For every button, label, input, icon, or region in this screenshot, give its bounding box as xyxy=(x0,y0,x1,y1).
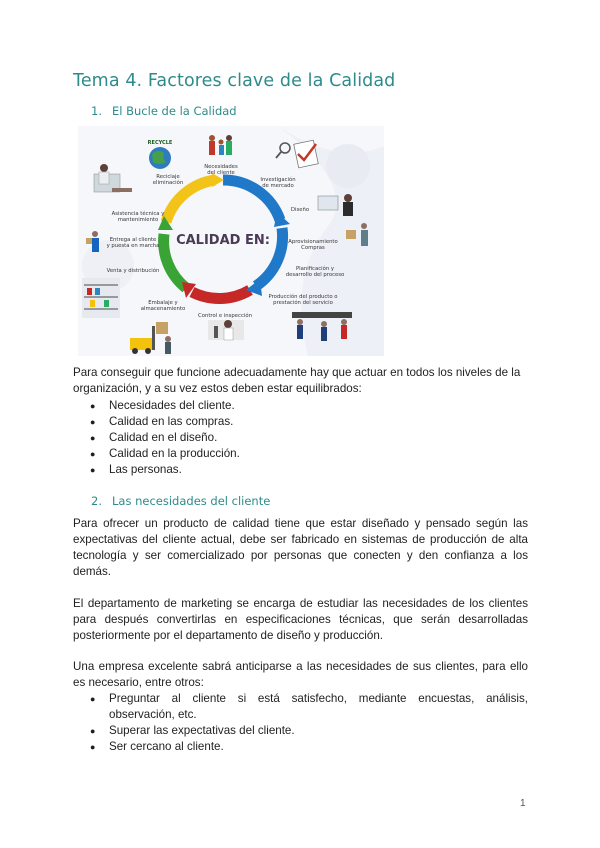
bullet-icon: ● xyxy=(90,726,96,736)
paragraph-product-quality: Para ofrecer un producto de calidad tiene que estar diseñado y pensado según las expectativas del cliente actual, debe ser fabricado en sistemas de producción de alta tecnología y ser comercializado por personas que conecten y den confianza a los demás. xyxy=(73,517,528,578)
list-item: ● Necesidades del cliente. xyxy=(90,399,235,412)
bullet-icon: ● xyxy=(90,465,96,475)
inspector-icon xyxy=(208,320,244,340)
list-item: ● Calidad en la producción. xyxy=(90,447,240,460)
stage-reciclaje-l1: Reciclaje xyxy=(156,174,180,180)
page-number: 1 xyxy=(520,798,526,809)
section-heading-2 xyxy=(91,494,270,508)
section-title: El Bucle de la Calidad xyxy=(112,104,237,118)
stage-produccion-l1: Producción del producto o xyxy=(268,294,338,300)
list-item: ● Preguntar al cliente si está satisfecho, mediante encuestas, análisis, observación, etc. xyxy=(90,692,528,721)
section-number: 1. xyxy=(91,104,102,118)
stage-embalaje-l1: Embalaje y xyxy=(148,300,178,306)
bullet-icon: ● xyxy=(90,417,96,427)
bullet-icon: ● xyxy=(90,742,96,752)
page-title: Tema 4. Factores clave de la Calidad xyxy=(73,71,396,91)
bullet-icon: ● xyxy=(90,694,96,704)
stage-venta: Venta y distribución xyxy=(106,268,160,274)
list-item: ● Ser cercano al cliente. xyxy=(90,740,224,753)
diagram-center-label: CALIDAD EN: xyxy=(176,233,270,248)
list-item: ● Las personas. xyxy=(90,463,182,476)
quality-loop-diagram xyxy=(78,126,384,356)
bullet-icon: ● xyxy=(90,433,96,443)
stage-entrega-l2: y puesta en marcha xyxy=(106,243,160,249)
stage-produccion-l2: prestación del servicio xyxy=(273,300,333,306)
section-heading-1 xyxy=(91,104,237,118)
list-item: ● Superar las expectativas del cliente. xyxy=(90,724,295,737)
stage-planificacion-l1: Planificación y xyxy=(295,266,335,272)
stage-reciclaje-l2: eliminación xyxy=(152,180,184,186)
stage-asistencia-l2: mantenimiento xyxy=(117,217,159,223)
quality-levels-list xyxy=(73,398,528,478)
stage-control: Control e inspección xyxy=(198,313,252,319)
list-item: ● Calidad en las compras. xyxy=(90,415,234,428)
paragraph-marketing: El departamento de marketing se encarga de estudiar las necesidades de los clientes para después convertirlas en especificaciones técnicas, que serán desarrolladas posteriormente por el departamento de diseño y producción. xyxy=(73,597,528,642)
stage-planificacion-l2: desarrollo del proceso xyxy=(285,272,345,278)
stage-asistencia-l1: Asistencia técnica y xyxy=(111,211,165,217)
stage-aprovisionamiento-l1: Aprovisionamiento xyxy=(288,239,338,245)
bullet-icon: ● xyxy=(90,449,96,459)
paragraph-quality-levels: Para conseguir que funcione adecuadamente hay que actuar en todos los niveles de la organización, y a su vez estos deben estar equilibrados: xyxy=(73,366,521,395)
stage-embalaje-l2: almacenamiento xyxy=(140,306,186,312)
stage-entrega-l1: Entrega al cliente xyxy=(109,237,157,243)
customer-actions-list xyxy=(73,691,528,755)
stage-diseno: Diseño xyxy=(290,207,310,213)
stage-investigacion-l1: Investigación xyxy=(260,177,296,183)
stage-necesidades-l2: del cliente xyxy=(207,170,235,176)
svg-text:RECYCLE: RECYCLE xyxy=(147,140,173,146)
stage-necesidades-l1: Necesidades xyxy=(204,164,238,170)
bullet-icon: ● xyxy=(90,401,96,411)
section-number: 2. xyxy=(91,494,102,508)
paragraph-excellent-company: Una empresa excelente sabrá anticiparse a las necesidades de sus clientes, para ello es necesario, entre otros: xyxy=(73,660,528,689)
stage-aprovisionamiento-l2: Compras xyxy=(301,245,325,251)
stage-investigacion-l2: de mercado xyxy=(262,183,294,189)
section-title: Las necesidades del cliente xyxy=(112,494,271,508)
list-item: ● Calidad en el diseño. xyxy=(90,431,218,444)
quality-loop-svg xyxy=(78,126,384,356)
store-shelves-icon xyxy=(82,278,120,318)
